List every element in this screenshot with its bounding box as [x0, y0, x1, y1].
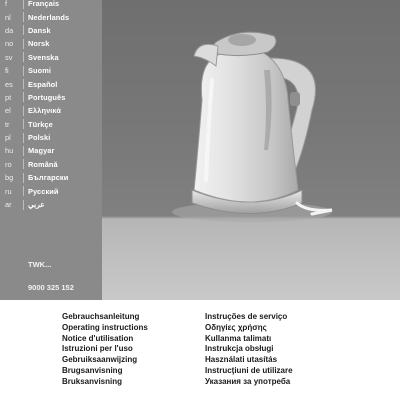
language-code: ru — [5, 186, 12, 196]
titles-right-column — [205, 312, 293, 388]
instruction-titles — [0, 300, 400, 400]
language-code: pl — [5, 133, 11, 143]
language-name: Dansk — [28, 25, 51, 35]
language-item — [0, 118, 69, 131]
language-item — [0, 131, 69, 144]
model-number: TWK... — [28, 260, 52, 269]
language-code: no — [5, 39, 14, 49]
booklet-title: Bruksanvisning — [62, 376, 123, 386]
separator — [23, 52, 24, 62]
separator — [23, 106, 24, 116]
booklet-title: Kullanma talimatı — [205, 333, 272, 343]
article-number: 9000 325 152 — [28, 283, 74, 292]
separator — [23, 119, 24, 129]
booklet-title: Brugsanvisning — [62, 365, 123, 375]
language-item — [0, 37, 69, 50]
separator — [23, 79, 24, 89]
separator — [23, 186, 24, 196]
language-name: Español — [28, 79, 58, 89]
language-item — [0, 64, 69, 77]
separator — [23, 200, 24, 210]
booklet-title: Instrukcja obsługi — [205, 344, 274, 354]
kettle-spout — [194, 44, 218, 66]
language-sidebar — [0, 0, 102, 300]
language-name: Română — [28, 159, 58, 169]
booklet-title: Указания за употреба — [205, 376, 291, 386]
separator — [23, 159, 24, 169]
separator — [23, 66, 24, 76]
language-code: nl — [5, 12, 11, 22]
kettle-illustration — [102, 0, 400, 300]
language-name: Nederlands — [28, 12, 70, 22]
language-item — [0, 91, 69, 104]
titles-left-column — [62, 312, 148, 388]
language-name: Français — [28, 0, 60, 9]
separator — [23, 0, 24, 9]
language-name: Български — [28, 173, 69, 183]
kettle-photo — [102, 0, 400, 300]
language-code: pt — [5, 92, 12, 102]
language-item — [0, 158, 69, 171]
separator — [23, 12, 24, 22]
booklet-title: Instrucţiuni de utilizare — [205, 365, 293, 375]
language-item — [0, 51, 69, 64]
language-item — [0, 77, 69, 90]
separator — [23, 25, 24, 35]
language-name: Svenska — [28, 52, 59, 62]
booklet-title: Operating instructions — [62, 322, 148, 332]
booklet-title: Notice d'utilisation — [62, 333, 134, 343]
language-name: Ελληνικά — [28, 106, 62, 116]
language-code: ar — [5, 200, 12, 210]
language-name: Türkçe — [28, 119, 53, 129]
separator — [23, 173, 24, 183]
language-code: hu — [5, 146, 14, 156]
language-name: Magyar — [28, 146, 55, 156]
language-code: el — [5, 106, 11, 116]
language-code: ro — [5, 159, 12, 169]
language-item — [0, 10, 69, 23]
language-name: Suomi — [28, 66, 52, 76]
language-name: عربي — [28, 200, 45, 210]
language-item — [0, 184, 69, 197]
language-name: Norsk — [28, 39, 50, 49]
lid-button — [228, 34, 256, 46]
language-list — [0, 0, 69, 211]
booklet-title: Istruzioni per l'uso — [62, 344, 133, 354]
language-code: sv — [5, 52, 13, 62]
language-code: bg — [5, 173, 14, 183]
language-item — [0, 104, 69, 117]
language-name: Русский — [28, 186, 59, 196]
booklet-title: Gebruiksaanwijzing — [62, 355, 138, 365]
separator — [23, 146, 24, 156]
booklet-title: Οδηγίες χρήσης — [205, 322, 267, 332]
language-code: da — [5, 25, 14, 35]
language-code: f — [5, 0, 8, 9]
booklet-title: Gebrauchsanleitung — [62, 312, 140, 321]
booklet-title: Instruções de serviço — [205, 312, 288, 321]
language-name: Polski — [28, 133, 51, 143]
language-item — [0, 171, 69, 184]
language-name: Português — [28, 92, 66, 102]
language-item — [0, 144, 69, 157]
language-code: es — [5, 79, 13, 89]
language-code: tr — [5, 119, 10, 129]
separator — [23, 39, 24, 49]
language-item — [0, 0, 69, 10]
separator — [23, 92, 24, 102]
language-code: fi — [5, 66, 9, 76]
language-item — [0, 198, 69, 211]
power-switch-icon — [290, 92, 300, 106]
separator — [23, 133, 24, 143]
language-item — [0, 24, 69, 37]
booklet-title: Használati utasítás — [205, 355, 278, 365]
